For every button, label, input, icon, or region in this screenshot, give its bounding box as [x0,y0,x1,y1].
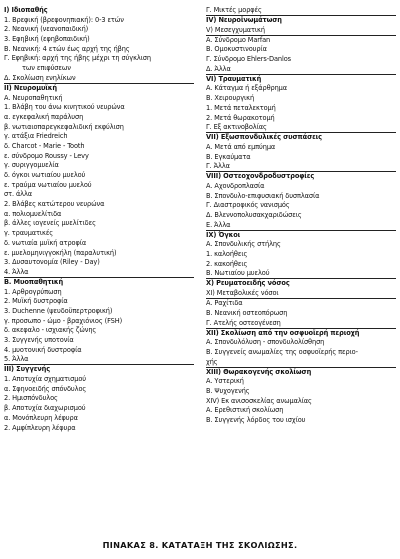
list-item: 2. Νεανική (νεανοπαιδική) [4,25,89,34]
list-item: δ. Charcot - Marie - Tooth [4,141,85,150]
list-item: 1. Βλάβη του άνω κινητικού νευρώνα [4,103,125,112]
list-item: 5. Άλλα [4,355,194,365]
list-item: 2. Μυϊκή δυστροφία [4,297,68,306]
category-heading: VIII) Οστεοχονδροδυστροφίες [206,172,315,181]
list-item: Δ. Σκολίωση ενηλίκων [4,74,194,84]
list-item: Ε. Άλλα [206,221,396,231]
list-item: XIV) Εκ ανισοσκελίας ανωμαλίας [206,396,312,405]
category-heading: ΙΙΙ) Συγγενής [4,365,51,374]
list-item: 3. Δυσαυτονομία (Riley - Day) [4,258,100,267]
list-item: στ. άλλα [4,190,33,199]
category-heading: Β. Μυοπαθητική [4,277,64,286]
list-item: 1. Μετά πεταλεκτομή [206,103,276,112]
list-item: 1. Αποτυχία σχηματισμού [4,375,87,384]
list-item: Γ. Εξ ακτινοβολίας [206,123,396,133]
list-item: Α. Σπονδυλόλυση - σπονδυλολίσθηση [206,338,325,347]
list-item: γ. ατάξια Friedreich [4,132,68,141]
list-item: Α. Αχονδροπλασία [206,181,265,190]
list-item: 2. Μετά θωρακοτομή [206,113,275,122]
category-heading: ΧΙΙΙ) Θωρακογενής σκολίωση [206,367,312,376]
list-item: Β. Συγγενείς ανωμαλίες της οσφυοϊερής περιο- [206,347,358,356]
list-item: 3. Συγγενής υποτονία [4,336,74,344]
list-item: 1. Αρθρογρύπωση [4,287,62,296]
list-item: β. άλλες ιογενείς μυελίτιδες [4,219,96,228]
list-item: ΧΙ) Μεταβολικές νόσοι [206,289,396,299]
list-item: α. Μονόπλευρη λέφυρα [4,413,78,422]
list-item: Α. Νευροπαθητική [4,93,63,102]
list-item: Δ. Βλεννοπολυσακχαριδώσεις [206,211,302,219]
list-item: Β. Νωτιαίου μυελού [206,269,396,279]
category-heading: ΙV) Νευροϊνωμάτωση [206,16,282,24]
list-item: Β. Εγκαύματα [206,152,251,161]
category-heading: Ι) Ιδιοπαθής [4,6,48,14]
list-item: Α. Σπονδυλικής στήλης [206,240,281,249]
list-item: 2. Αμφίπλευρη λέφυρα [4,423,76,432]
classification-table [4,6,396,433]
right-column [206,6,396,433]
list-item: 4. Άλλα [4,268,194,278]
list-item: V) Μεσεγχυματική [206,26,396,36]
list-item: Β. Νεανική οστεοπόρωση [206,308,288,317]
list-item: Β. Ψυχογενής [206,386,250,395]
list-item: γ. τραυματικές [4,229,54,238]
list-item: Γ. Άλλα [206,162,396,172]
list-item: Γ. Μικτές μορφές [206,6,396,16]
list-item: γ. συριγγομυελία [4,161,59,170]
list-item: Β. Χειρουργική [206,94,255,103]
list-item: γ. προσωπο - ώμο - βραχιόνιος (FSH) [4,316,123,325]
table-caption: ΠΙΝΑΚΑΣ 8. ΚΑΤΑΤΑΞΗ ΤΗΣ ΣΚΟΛΙΩΣΗΣ. [102,540,298,550]
list-item: 2. Βλάβες κατώτερου νευρώνα [4,200,105,209]
list-item: Δ. Άλλα [206,65,396,75]
list-item: Β. Νεανική: 4 ετών έως αρχή της ήβης [4,44,130,53]
list-item: Γ. Εφηβική: αρχή της ήβης μέχρι τη σύγκλιση [4,54,151,63]
list-item: β. Αποτυχία διαχωρισμού [4,404,86,413]
list-item: δ. νωτιαία μυϊκή ατροφία [4,238,87,247]
list-item: β. νωτιαιοπαρεγκεφαλιδική εκφύλιση [4,122,124,131]
list-item: χής [206,358,396,368]
left-column [4,6,194,433]
list-item: α. Σφηνοειδής σπόνδυλος [4,384,87,393]
list-item: α. εγκεφαλική παράλυση [4,112,84,121]
list-item: Β. Ομοκυστινουρία [206,45,267,54]
list-item: 1. Βρεφική (βρεφονηπιακή): 0-3 ετών [4,15,124,24]
list-item: 1. καλοήθεις [206,250,248,259]
list-item: των επιφύσεων [22,64,71,73]
list-item: 3. Duchenne (ψευδοϋπερτροφική) [4,306,113,315]
list-item: Γ. Διαστροφικός νανισμός [206,201,290,210]
list-item: ε. μυελομηνιγγοκήλη (παραλυτική) [4,248,117,257]
category-heading: ΧΙΙ) Σκολίωση από την οσφυοϊερή περιοχή [206,328,360,337]
list-item: 2. Ημισπόνδυλος [4,394,58,403]
list-item: α. πολιομυελίτιδα [4,209,62,218]
list-item: Γ. Σύνδρομο Ehlers-Danlos [206,55,291,64]
list-item: Α. Ερεθιστική σκολίωση [206,406,284,415]
list-item: Α. Κάταγμα ή εξάρθρημα [206,84,288,93]
list-item: Γ. Ατελής οστεογένεση [206,319,396,329]
list-item: Α. Ραχίτιδα [206,299,243,308]
category-heading: Χ) Ρευματοειδής νόσος [206,279,290,288]
list-item: ε. σύνδρομο Roussy - Levy [4,151,89,160]
list-item: Α. Μετά από εμπύημα [206,142,276,151]
category-heading: ΙΙ) Νευρομυϊκή [4,83,57,92]
category-heading: VI) Τραυματική [206,74,262,83]
list-item: Β. Σπονδυλο-επιφυσιακή δυσπλασία [206,191,320,200]
list-item: 2. κακοήθεις [206,259,248,268]
list-item: Α. Υστερική [206,377,244,386]
list-item: ε. τραύμα νωτιαίου μυελού [4,180,92,189]
list-item: 3. Εφηβική (εφηβοπαιδική) [4,35,90,44]
list-item: Α. Σύνδρομο Marfan [206,35,271,44]
list-item: δ. όγκοι νωτιαίου μυελού [4,171,86,179]
category-heading: VII) Εξωσπονδυλικές συσπάσεις [206,133,322,142]
list-item: 4. μυοτονική δυστροφία [4,345,82,354]
list-item: δ. ακεφαλο - ισχιακής ζώνης [4,326,97,335]
category-heading: ΙΧ) Όγκοι [206,230,241,239]
list-item: Β. Συγγενής λόρδος του ισχίου [206,416,306,424]
